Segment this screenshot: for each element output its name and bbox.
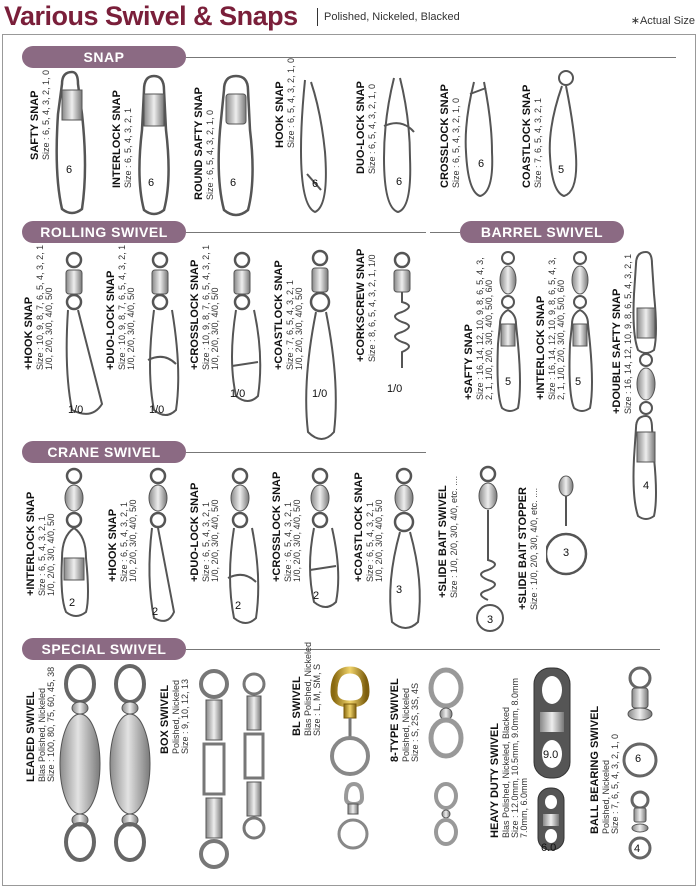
- barrel-size-2: 5: [575, 376, 582, 388]
- section-snap: SNAP: [22, 46, 186, 68]
- special-label-5: HEAVY DUTY SWIVEL Blas Polished, Nickeled, Blacked Size : 12.0mm, 10.5mm, 9.0mm, 8.0mm 7.0mm, 6.0mm: [489, 677, 530, 838]
- rolling-label-3: +CROSSLOCK SNAP Size : 10, 9, 8, 7, 6, 5, 4, 3, 2, 1 1/0, 2/0, 3/0, 4/0, 5/0: [189, 244, 220, 370]
- section-snap-rule: [186, 57, 676, 58]
- crane-size-2: 2: [152, 606, 159, 618]
- crane-label-7: +SLIDE BAIT STOPPER Size : 1/0, 2/0, 3/0, 4/0, etc. ....: [517, 487, 539, 610]
- finish-subtitle: Polished, Nickeled, Blacked: [317, 8, 460, 26]
- page-title: Various Swivel & Snaps: [4, 1, 298, 31]
- section-crane-rule: [186, 452, 426, 453]
- rolling-size-3: 1/0: [230, 388, 246, 400]
- crane-size-4: 2: [313, 590, 320, 602]
- rolling-size-2: 1/0: [149, 404, 165, 416]
- snap-size-2: 6: [148, 177, 155, 189]
- snap-size-7: 5: [558, 164, 565, 176]
- section-special-swivel: SPECIAL SWIVEL: [22, 638, 186, 660]
- snap-label-7: COASTLOCK SNAP Size : 7, 6, 5, 4, 3, 2, 1: [521, 84, 543, 188]
- ball-bearing-size-a: 6: [635, 753, 642, 765]
- section-rolling-rule: [186, 232, 426, 233]
- crane-label-1: +INTERLOCK SNAP Size : 6, 5, 4, 3, 2, 1 1/0, 2/0, 3/0, 4/0, 5/0: [25, 491, 56, 596]
- special-label-6: BALL BEARING SWIVEL Polished, Nickeled Size : 7, 6, 5, 4, 3, 2, 1, 0: [589, 705, 620, 834]
- crane-size-3: 2: [235, 600, 242, 612]
- snap-size-4: 6: [312, 178, 319, 190]
- snap-label-1: SAFTY SNAP Size : 6, 5, 4, 3, 2, 1, 0: [29, 69, 51, 160]
- snap-size-6: 6: [478, 158, 485, 170]
- rolling-size-5: 1/0: [387, 383, 403, 395]
- special-label-1: LEADED SWIVEL Blas Polished, Nickeled Size : 100, 80, 75, 60, 45, 38: [25, 666, 56, 782]
- page-header: [0, 0, 699, 36]
- crane-label-3: +DUO-LOCK SNAP Size : 6, 5, 4, 3, 2, 1 1/0, 2/0, 3/0, 4/0, 5/0: [189, 482, 220, 582]
- crane-size-1: 2: [69, 597, 76, 609]
- rolling-label-1: +HOOK SNAP Size : 10, 9, 8, 7, 6, 5, 4, 3, 2, 1 1/0, 2/0, 3/0, 4/0, 5/0: [23, 244, 54, 370]
- section-barrel-swivel: BARREL SWIVEL: [460, 221, 624, 243]
- crane-size-5: 3: [396, 584, 403, 596]
- snap-label-4: HOOK SNAP Size : 6, 5, 4, 3, 2, 1, 0: [274, 57, 296, 148]
- section-barrel-rule: [430, 232, 460, 233]
- barrel-label-2: +INTERLOCK SNAP Size : 16, 14, 12, 10, 9, 8, 6, 5, 4, 3, 2, 1, 1/0, 2/0, 3/0, 4/0, 5/0, 6/0: [535, 257, 566, 400]
- ball-bearing-size-b: 4: [634, 843, 641, 855]
- heavy-duty-size-a: 9.0: [543, 749, 559, 761]
- barrel-size-3: 4: [643, 480, 650, 492]
- special-label-4: 8-TYPE SWIVEL Polished, Nickeled Size : S, 2S, 3S, 4S: [389, 678, 420, 762]
- snap-label-2: INTERLOCK SNAP Size : 6, 5, 4, 3, 2, 1: [111, 90, 133, 188]
- section-crane-swivel: CRANE SWIVEL: [22, 441, 186, 463]
- barrel-label-3: +DOUBLE SAFTY SNAP Size : 16, 14, 12, 10, 9, 8, 6, 5, 4, 3, 2, 1: [611, 253, 633, 414]
- snap-label-3: ROUND SAFTY SNAP Size : 6, 5, 4, 3, 2, 1, 0: [193, 87, 215, 200]
- section-special-rule: [186, 649, 660, 650]
- barrel-label-1: +SAFTY SNAP Size : 16, 14, 12, 10, 9, 8, 6, 5, 4, 3, 2, 1, 1/0, 2/0, 3/0, 4/0, 5/0, 6/0: [463, 257, 494, 400]
- crane-size-7: 3: [563, 547, 570, 559]
- heavy-duty-size-b: 6.0: [541, 842, 557, 854]
- special-label-3: BL SWIVEL Blas Polished, Nickeled Size : L, M, SM, S: [291, 641, 322, 736]
- crane-label-4: +CROSSLOCK SNAP Size : 6, 5, 4, 3, 2, 1 1/0, 2/0, 3/0, 4/0, 5/0: [271, 471, 302, 582]
- crane-size-6: 3: [487, 614, 494, 626]
- snap-label-5: DUO-LOCK SNAP Size : 6, 5, 4, 3, 2, 1, 0: [355, 81, 377, 174]
- rolling-size-4: 1/0: [312, 388, 328, 400]
- crane-label-5: +COASTLOCK SNAP Size : 6, 5, 4, 3, 2, 1 1/0, 2/0, 3/0, 4/0, 5/0: [353, 472, 384, 582]
- crane-label-2: +HOOK SNAP Size : 6, 5, 4, 3, 2, 1 1/0, 2/0, 3/0, 4/0, 5/0: [107, 499, 138, 582]
- rolling-label-5: +CORKSCREW SNAP Size : 8, 6, 5, 4, 3, 2, 1, 1/0: [355, 248, 377, 362]
- special-label-2: BOX SWIVEL Polished, Nickeled Size : 9, 10, 12, 13: [159, 678, 190, 754]
- snap-size-1: 6: [66, 164, 73, 176]
- snap-size-3: 6: [230, 177, 237, 189]
- crane-label-6: +SLIDE BAIT SWIVEL Size : 1/0, 2/0, 3/0, 4/0, etc. ....: [437, 475, 459, 598]
- rolling-label-2: +DUO-LOCK SNAP Size : 10, 9, 8, 7, 6, 5, 4, 3, 2, 1 1/0, 2/0, 3/0, 4/0, 5/0: [105, 244, 136, 370]
- snap-size-5: 6: [396, 176, 403, 188]
- rolling-label-4: +COASTLOCK SNAP Size : 7, 6, 5, 4, 3, 2, 1 1/0, 2/0, 3/0, 4/0, 5/0: [273, 260, 304, 370]
- snap-label-6: CROSSLOCK SNAP Size : 6, 5, 4, 3, 2, 1, 0: [439, 84, 461, 188]
- barrel-size-1: 5: [505, 376, 512, 388]
- actual-size-note: ∗Actual Size: [630, 15, 695, 27]
- rolling-size-1: 1/0: [68, 404, 84, 416]
- section-rolling-swivel: ROLLING SWIVEL: [22, 221, 186, 243]
